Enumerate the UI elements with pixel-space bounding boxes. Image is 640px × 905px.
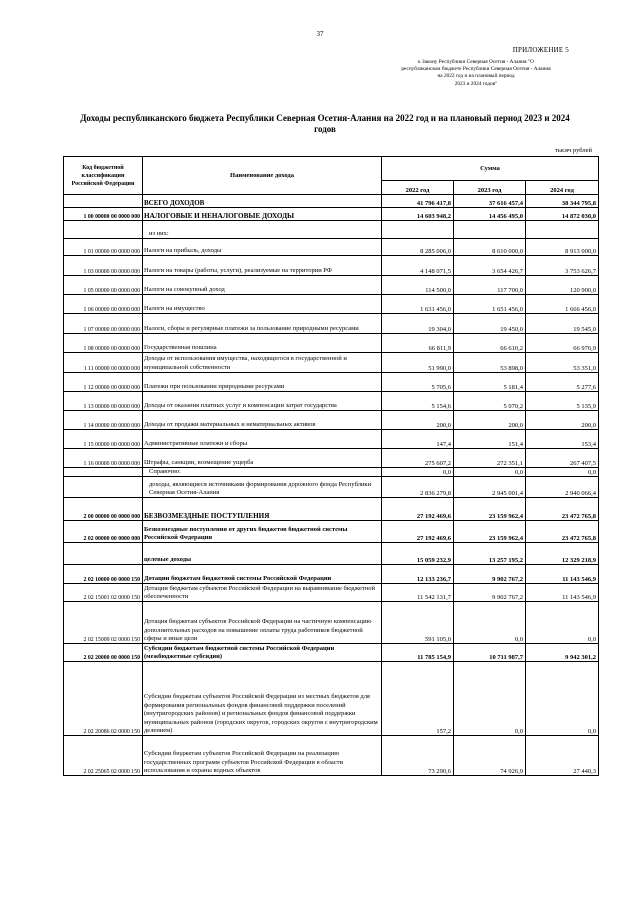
row-code xyxy=(64,195,143,208)
row-code: 2 02 00000 00 0000 000 xyxy=(64,521,143,543)
law-reference-note xyxy=(376,59,576,88)
row-value-2024: 5 277,6 xyxy=(526,373,599,392)
row-value-2024: 1 666 456,0 xyxy=(526,295,599,314)
row-code: 1 11 00000 00 0000 000 xyxy=(64,353,143,373)
row-value-2023: 66 610,2 xyxy=(454,334,526,353)
table-row xyxy=(64,221,599,239)
row-value-2024: 19 545,0 xyxy=(526,314,599,334)
table-row xyxy=(64,276,599,295)
row-value-2022: 73 290,6 xyxy=(382,736,454,776)
revenue-table xyxy=(63,156,599,776)
table-row xyxy=(64,498,599,521)
row-value-2024: 120 900,0 xyxy=(526,276,599,295)
table-row xyxy=(64,195,599,208)
row-name: Дотации бюджетам субъектов Российской Федерации на выравнивание бюджетной обеспеченности xyxy=(143,584,382,602)
row-code: 1 12 00000 00 0000 000 xyxy=(64,373,143,392)
row-value-2022: 19 304,0 xyxy=(382,314,454,334)
table-row xyxy=(64,392,599,411)
row-value-2024: 23 472 765,8 xyxy=(526,498,599,521)
row-code: 2 02 10000 00 0000 150 xyxy=(64,565,143,584)
document-title: Доходы республиканского бюджета Республики Северная Осетия-Алания на 2022 год и на плановый период 2023 и 2024 годов xyxy=(80,113,570,134)
row-value-2022: 157,2 xyxy=(382,662,454,736)
table-row xyxy=(64,584,599,602)
row-value-2024: 66 976,9 xyxy=(526,334,599,353)
row-value-2024: 12 329 218,9 xyxy=(526,543,599,565)
row-value-2023: 5 181,4 xyxy=(454,373,526,392)
row-value-2024: 2 940 066,4 xyxy=(526,477,599,498)
row-code: 2 02 20086 02 0000 150 xyxy=(64,662,143,736)
row-value-2023: 151,4 xyxy=(454,430,526,449)
table-row xyxy=(64,373,599,392)
row-value-2024: 9 942 301,2 xyxy=(526,644,599,662)
table-row xyxy=(64,543,599,565)
row-name: Платежи при пользовании природными ресурсами xyxy=(143,373,382,392)
row-value-2024: 0,0 xyxy=(526,662,599,736)
row-value-2022: 14 603 948,2 xyxy=(382,208,454,221)
table-row xyxy=(64,602,599,644)
row-name: Штрафы, санкции, возмещение ущерба xyxy=(143,449,382,468)
row-value-2022: 27 192 469,6 xyxy=(382,498,454,521)
row-value-2022: 0,0 xyxy=(382,468,454,477)
row-value-2022: 27 192 469,6 xyxy=(382,521,454,543)
row-value-2024 xyxy=(526,221,599,239)
row-value-2023: 2 945 001,4 xyxy=(454,477,526,498)
row-value-2023: 13 257 195,2 xyxy=(454,543,526,565)
row-code: 2 02 25065 02 0000 150 xyxy=(64,736,143,776)
row-value-2023: 117 700,0 xyxy=(454,276,526,295)
row-code: 1 15 00000 00 0000 000 xyxy=(64,430,143,449)
row-code: 1 14 00000 00 0000 000 xyxy=(64,411,143,430)
row-value-2022: 11 785 154,9 xyxy=(382,644,454,662)
row-value-2022: 51 990,0 xyxy=(382,353,454,373)
row-value-2023: 272 351,1 xyxy=(454,449,526,468)
row-value-2023: 8 610 000,0 xyxy=(454,239,526,256)
row-name: НАЛОГОВЫЕ И НЕНАЛОГОВЫЕ ДОХОДЫ xyxy=(143,208,382,221)
header-name: Наименование дохода xyxy=(143,157,382,195)
row-name: Налоги на имущество xyxy=(143,295,382,314)
row-code xyxy=(64,468,143,477)
note-line: республиканском бюджете Республики Северная Осетия - Алания xyxy=(401,66,551,73)
row-value-2022: 11 542 131,7 xyxy=(382,584,454,602)
row-name: Дотация бюджетам субъектов Российской Федерации на частичную компенсацию дополнительных расходов на повышение оплаты труда работников бюджетной сферы и иные цели xyxy=(143,602,382,644)
row-value-2023: 0,0 xyxy=(454,468,526,477)
row-value-2022: 2 836 279,8 xyxy=(382,477,454,498)
row-name: Государственная пошлина xyxy=(143,334,382,353)
row-name: Субсидии бюджетам субъектов Российской Федерации на реализацию государственных программ субъектов Российской Федерации в области использования и охраны водных объектов xyxy=(143,736,382,776)
row-value-2024: 3 753 626,7 xyxy=(526,256,599,276)
row-value-2023: 74 926,9 xyxy=(454,736,526,776)
row-name: целевые доходы xyxy=(143,543,382,565)
row-value-2023: 23 159 962,4 xyxy=(454,521,526,543)
row-name: Безвозмездные поступления от других бюджетов бюджетной системы Российской Федерации xyxy=(143,521,382,543)
row-value-2022: 5 154,6 xyxy=(382,392,454,411)
row-value-2023: 14 456 495,0 xyxy=(454,208,526,221)
header-sum: Сумма xyxy=(382,157,599,181)
table-row xyxy=(64,521,599,543)
row-name: Налоги, сборы и регулярные платежи за пользование природными ресурсами xyxy=(143,314,382,334)
table-row xyxy=(64,449,599,468)
row-name: Налоги на совокупный доход xyxy=(143,276,382,295)
row-value-2022: 200,0 xyxy=(382,411,454,430)
table-row xyxy=(64,430,599,449)
row-value-2022: 41 796 417,8 xyxy=(382,195,454,208)
row-code: 1 00 00000 00 0000 000 xyxy=(64,208,143,221)
note-line: 2023 и 2024 годов" xyxy=(454,80,498,87)
row-name: Дотации бюджетам бюджетной системы Российской Федерации xyxy=(143,565,382,584)
row-value-2024: 11 143 546,9 xyxy=(526,565,599,584)
row-value-2023 xyxy=(454,221,526,239)
row-code: 1 01 00000 00 0000 000 xyxy=(64,239,143,256)
table-row xyxy=(64,736,599,776)
table-row xyxy=(64,256,599,276)
row-code: 2 02 15001 02 0000 150 xyxy=(64,584,143,602)
row-value-2024: 11 143 546,9 xyxy=(526,584,599,602)
row-value-2022: 12 133 236,7 xyxy=(382,565,454,584)
row-value-2022: 15 059 232,9 xyxy=(382,543,454,565)
row-name: Налоги на товары (работы, услуги), реализуемые на территории РФ xyxy=(143,256,382,276)
row-code: 1 08 00000 00 0000 000 xyxy=(64,334,143,353)
row-code xyxy=(64,221,143,239)
row-value-2022: 66 811,9 xyxy=(382,334,454,353)
row-value-2022: 5 705,6 xyxy=(382,373,454,392)
row-value-2022: 275 607,2 xyxy=(382,449,454,468)
row-value-2023: 0,0 xyxy=(454,662,526,736)
row-code xyxy=(64,477,143,498)
row-value-2024: 53 351,0 xyxy=(526,353,599,373)
row-code: 2 02 20000 00 0000 150 xyxy=(64,644,143,662)
table-row xyxy=(64,334,599,353)
row-value-2023: 23 159 962,4 xyxy=(454,498,526,521)
header-year-2024: 2024 год xyxy=(526,181,599,195)
row-code: 1 16 00000 00 0000 000 xyxy=(64,449,143,468)
table-row xyxy=(64,239,599,256)
row-value-2024: 200,0 xyxy=(526,411,599,430)
table-body xyxy=(64,195,599,776)
table-row xyxy=(64,644,599,662)
row-value-2023: 5 070,2 xyxy=(454,392,526,411)
table-row xyxy=(64,477,599,498)
header-code: Код бюджетной классификации Российской Федерации xyxy=(64,157,143,195)
row-value-2023: 200,0 xyxy=(454,411,526,430)
row-value-2023: 19 450,0 xyxy=(454,314,526,334)
row-value-2023: 37 616 457,4 xyxy=(454,195,526,208)
row-name: БЕЗВОЗМЕЗДНЫЕ ПОСТУПЛЕНИЯ xyxy=(143,498,382,521)
table-row xyxy=(64,295,599,314)
row-value-2024: 27 440,3 xyxy=(526,736,599,776)
header-year-2023: 2023 год xyxy=(454,181,526,195)
table-row xyxy=(64,353,599,373)
row-name: из них: xyxy=(143,221,382,239)
row-code: 1 03 00000 00 0000 000 xyxy=(64,256,143,276)
row-name: Доходы от использования имущества, находящегося в государственной и муниципальной собственности xyxy=(143,353,382,373)
row-value-2024: 23 472 765,8 xyxy=(526,521,599,543)
row-code: 1 05 00000 00 0000 000 xyxy=(64,276,143,295)
row-value-2022: 114 500,0 xyxy=(382,276,454,295)
row-name: ВСЕГО ДОХОДОВ xyxy=(143,195,382,208)
row-value-2024: 267 407,5 xyxy=(526,449,599,468)
row-value-2022: 147,4 xyxy=(382,430,454,449)
table-row xyxy=(64,468,599,477)
row-name: Справочно: xyxy=(143,468,382,477)
row-value-2023: 53 898,0 xyxy=(454,353,526,373)
row-name: Административные платежи и сборы xyxy=(143,430,382,449)
row-value-2024: 153,4 xyxy=(526,430,599,449)
row-value-2023: 1 651 456,0 xyxy=(454,295,526,314)
row-value-2023: 3 654 426,7 xyxy=(454,256,526,276)
appendix-label: ПРИЛОЖЕНИЕ 5 xyxy=(512,46,569,54)
row-name: Налоги на прибыль, доходы xyxy=(143,239,382,256)
row-name: Субсидии бюджетам бюджетной системы Российской Федерации (межбюджетные субсидии) xyxy=(143,644,382,662)
header-year-2022: 2022 год xyxy=(382,181,454,195)
row-value-2024: 0,0 xyxy=(526,602,599,644)
page-number: 37 xyxy=(316,30,324,38)
row-code xyxy=(64,543,143,565)
units-label: тысяч рублей xyxy=(554,147,592,154)
row-value-2024: 5 135,9 xyxy=(526,392,599,411)
row-value-2022: 1 631 456,0 xyxy=(382,295,454,314)
note-line: к Закону Республики Северная Осетия - Алания "О xyxy=(418,59,534,65)
row-code: 2 00 00000 00 0000 000 xyxy=(64,498,143,521)
row-value-2023: 9 902 767,2 xyxy=(454,565,526,584)
row-value-2024: 38 344 795,8 xyxy=(526,195,599,208)
row-value-2022: 8 285 006,0 xyxy=(382,239,454,256)
table-row xyxy=(64,565,599,584)
row-value-2023: 10 711 987,7 xyxy=(454,644,526,662)
row-name: доходы, являющиеся источниками формирования дорожного фонда Республики Северная Осетия-Алания xyxy=(143,477,382,498)
table-row xyxy=(64,662,599,736)
row-code: 1 06 00000 00 0000 000 xyxy=(64,295,143,314)
row-value-2022: 591 105,0 xyxy=(382,602,454,644)
row-value-2023: 0,0 xyxy=(454,602,526,644)
row-value-2022 xyxy=(382,221,454,239)
row-value-2023: 9 902 767,2 xyxy=(454,584,526,602)
row-value-2022: 4 148 071,5 xyxy=(382,256,454,276)
table-row xyxy=(64,314,599,334)
table-row xyxy=(64,208,599,221)
row-code: 2 02 15009 02 0000 150 xyxy=(64,602,143,644)
row-value-2024: 8 913 000,0 xyxy=(526,239,599,256)
row-value-2024: 14 872 030,0 xyxy=(526,208,599,221)
row-name: Доходы от продажи материальных и нематериальных активов xyxy=(143,411,382,430)
table-row xyxy=(64,411,599,430)
row-value-2024: 0,0 xyxy=(526,468,599,477)
note-line: на 2022 год и на плановый период xyxy=(437,73,515,80)
row-code: 1 07 00000 00 0000 000 xyxy=(64,314,143,334)
row-code: 1 13 00000 00 0000 000 xyxy=(64,392,143,411)
row-name: Доходы от оказания платных услуг и компенсации затрат государства xyxy=(143,392,382,411)
row-name: Субсидии бюджетам субъектов Российской Федерации из местных бюджетов для формирования региональных фондов финансовой поддержки поселений (внутригородских районов) и региональных фондов финансовой поддержки муниципальных районов (городских округов, городских округов с внутригородским делением) xyxy=(143,662,382,736)
